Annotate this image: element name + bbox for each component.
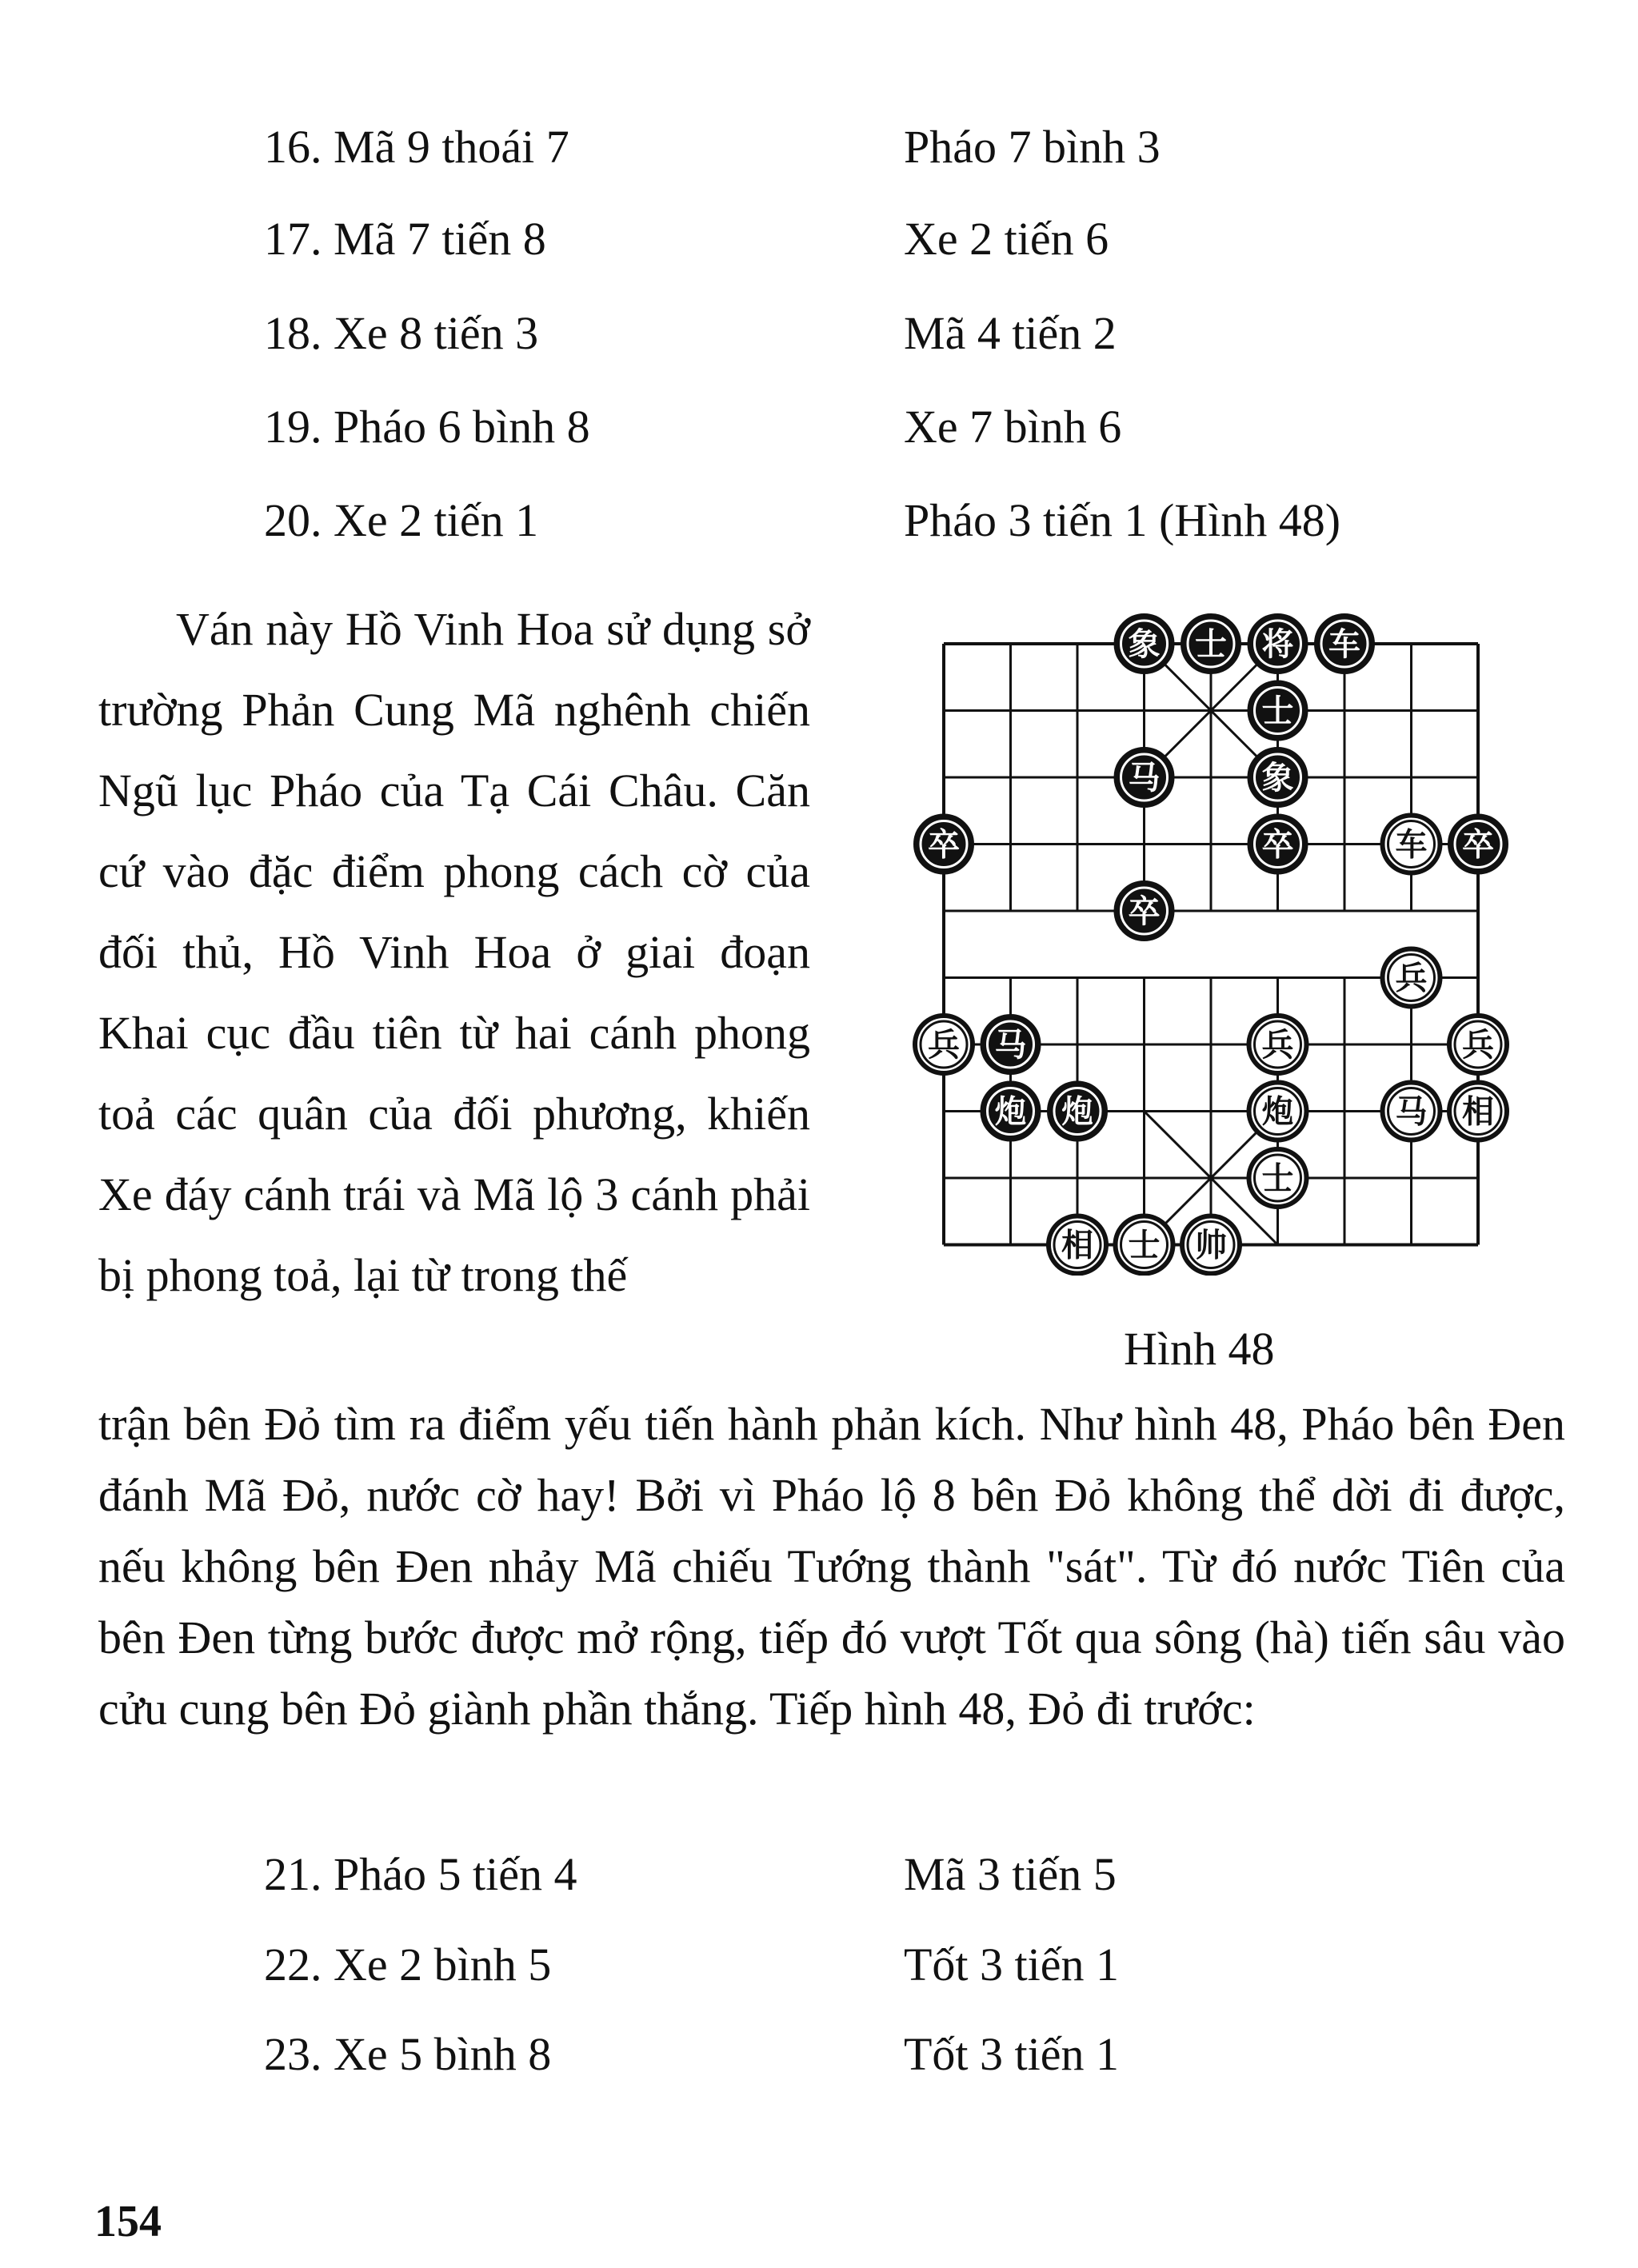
- black-piece: [1049, 1083, 1106, 1140]
- piece-glyph: 将: [1261, 626, 1294, 663]
- page-number: 154: [94, 2197, 162, 2246]
- piece-glyph: 马: [994, 1027, 1027, 1064]
- piece-glyph: 炮: [994, 1093, 1027, 1131]
- piece-glyph: 卒: [1462, 826, 1494, 864]
- red-piece: [1049, 1216, 1106, 1274]
- black-piece: [1116, 615, 1173, 673]
- move-21-red: 21. Pháo 5 tiến 4: [264, 1848, 577, 1900]
- piece-glyph: 象: [1128, 626, 1161, 663]
- piece-glyph: 兵: [928, 1027, 960, 1064]
- piece-glyph: 士: [1195, 626, 1227, 663]
- move-19-black: Xe 7 bình 6: [904, 401, 1122, 453]
- piece-glyph: 帅: [1195, 1227, 1227, 1264]
- piece-glyph: 炮: [1061, 1093, 1093, 1131]
- black-piece: [915, 816, 973, 873]
- figure-caption: Hình 48: [1124, 1323, 1275, 1375]
- red-piece: [1116, 1216, 1173, 1274]
- move-20-black: Pháo 3 tiến 1 (Hình 48): [904, 494, 1341, 546]
- black-piece: [1249, 682, 1307, 740]
- piece-glyph: 卒: [928, 826, 960, 864]
- move-18-red: 18. Xe 8 tiến 3: [264, 307, 539, 359]
- black-piece: [1116, 882, 1173, 940]
- piece-glyph: 卒: [1128, 893, 1161, 930]
- paragraph-left: Ván này Hồ Vinh Hoa sử dụng sở trường Phản Cung Mã nghênh chiến Ngũ lục Pháo của Tạ Cái Châu. Căn cứ vào đặc điểm phong cách cờ của đối thủ, Hồ Vinh Hoa ở giai đoạn Khai cục đầu tiên từ hai cánh phong toả các quân của đối phương, khiến Xe đáy cánh trái và Mã lộ 3 cánh phải bị phong toả, lại từ trong thế: [98, 603, 810, 1301]
- move-22-black: Tốt 3 tiến 1: [904, 1939, 1120, 1990]
- move-17-red: 17. Mã 7 tiến 8: [264, 213, 546, 265]
- piece-glyph: 兵: [1395, 960, 1428, 997]
- piece-glyph: 炮: [1261, 1093, 1294, 1131]
- piece-glyph: 车: [1328, 626, 1360, 663]
- piece-glyph: 马: [1395, 1093, 1428, 1131]
- piece-glyph: 车: [1395, 826, 1428, 864]
- red-piece: [1249, 1083, 1307, 1140]
- move-23-red: 23. Xe 5 bình 8: [264, 2028, 552, 2080]
- board-grid: [944, 644, 1478, 1245]
- red-piece: [1383, 816, 1440, 873]
- move-22-red: 22. Xe 2 bình 5: [264, 1939, 552, 1990]
- xiangqi-board: [904, 612, 1512, 1276]
- red-piece: [1449, 1083, 1507, 1140]
- black-piece: [982, 1083, 1040, 1140]
- red-piece: [1249, 1016, 1307, 1073]
- red-piece: [1383, 949, 1440, 1007]
- piece-glyph: 兵: [1462, 1027, 1494, 1064]
- move-16-black: Pháo 7 bình 3: [904, 121, 1161, 173]
- piece-glyph: 相: [1462, 1093, 1494, 1131]
- red-piece: [915, 1016, 973, 1073]
- piece-glyph: 士: [1261, 1160, 1294, 1197]
- black-piece: [982, 1016, 1040, 1073]
- piece-glyph: 士: [1261, 693, 1294, 730]
- black-piece: [1249, 749, 1307, 806]
- red-piece: [1249, 1149, 1307, 1207]
- move-17-black: Xe 2 tiến 6: [904, 213, 1109, 265]
- piece-glyph: 卒: [1261, 826, 1294, 864]
- black-piece: [1116, 749, 1173, 806]
- piece-glyph: 马: [1128, 760, 1161, 797]
- paragraph-full: trận bên Đỏ tìm ra điểm yếu tiến hành phản kích. Như hình 48, Pháo bên Đen đánh Mã Đỏ, nước cờ hay! Bởi vì Pháo lộ 8 bên Đỏ không thể dời đi được, nếu không bên Đen nhảy Mã chiếu Tướng thành "sát". Từ đó nước Tiên của bên Đen từng bước được mở rộng, tiếp đó vượt Tốt qua sông (hà) tiến sâu vào cửu cung bên Đỏ giành phần thắng. Tiếp hình 48, Đỏ đi trước:: [98, 1398, 1565, 1735]
- black-piece: [1316, 615, 1373, 673]
- move-18-black: Mã 4 tiến 2: [904, 307, 1117, 359]
- red-piece: [1383, 1083, 1440, 1140]
- black-piece: [1249, 615, 1307, 673]
- piece-glyph: 兵: [1261, 1027, 1294, 1064]
- black-piece: [1449, 816, 1507, 873]
- black-piece: [1182, 615, 1240, 673]
- black-piece: [1249, 816, 1307, 873]
- piece-glyph: 象: [1261, 760, 1294, 797]
- red-piece: [1449, 1016, 1507, 1073]
- red-piece: [1182, 1216, 1240, 1274]
- move-23-black: Tốt 3 tiến 1: [904, 2028, 1120, 2080]
- piece-glyph: 士: [1128, 1227, 1161, 1264]
- move-20-red: 20. Xe 2 tiến 1: [264, 494, 539, 546]
- board-diagram: [904, 612, 1512, 1276]
- move-19-red: 19. Pháo 6 bình 8: [264, 401, 590, 453]
- move-16-red: 16. Mã 9 thoái 7: [264, 121, 569, 173]
- move-21-black: Mã 3 tiến 5: [904, 1848, 1117, 1900]
- piece-glyph: 相: [1061, 1227, 1093, 1264]
